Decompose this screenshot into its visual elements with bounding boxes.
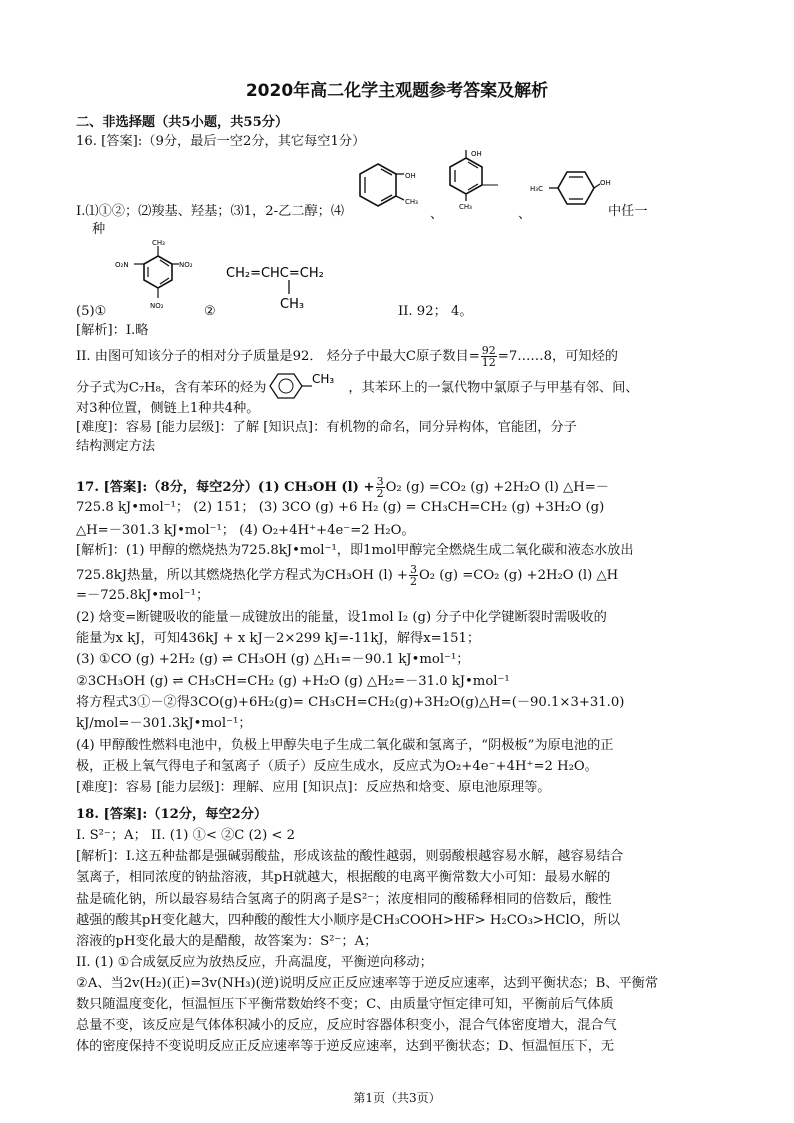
q18-line2: I. S²⁻；A； II. (1) ①< ②C (2) < 2 — [76, 828, 296, 843]
q17-line11: 将方程式3①－②得3CO(g)+6H₂(g)= CH₃CH=CH₂(g)+3H₂O(g)△H=(－90.1×3+31.0) — [76, 695, 625, 710]
ch3-label: CH₃ — [152, 240, 165, 247]
separator-comma: 、 — [430, 207, 444, 222]
no2-label: NO₂ — [179, 261, 193, 269]
q17-line14: 极，正极上氧气得电子和氢离子（质子）反应生成水，反应式为O₂+4e⁻+4H⁺=2 H₂O。 — [76, 759, 598, 774]
analysis2-text: II. 由图可知该分子的相对分子质量是92． 烃分子中最大C原子数目= — [76, 349, 480, 364]
fraction — [481, 345, 497, 368]
page-title: 2020年高二化学主观题参考答案及解析 — [245, 81, 549, 101]
fraction-denominator: 2 — [376, 487, 384, 500]
q17-line1-text: 17. [答案]:（8分，每空2分）(1) CH₃OH (l) + — [76, 480, 375, 495]
q16-meta2: 结构测定方法 — [76, 439, 156, 454]
q16-analysis4: 对3种位置，侧链上1种共4种。 — [76, 401, 260, 416]
q17-line6: =－725.8kJ•mol⁻¹； — [76, 588, 210, 603]
diene-formula: CH₂=CHC=CH₂ — [226, 266, 324, 281]
q17-line5-text: 725.8kJ热量，所以其燃烧热化学方程式为CH₃OH (l) + — [76, 568, 408, 583]
q18-line5: 盐是硫化钠，所以最容易结合氢离子的阴离子是S²⁻；浓度相同的酸稀释相同的倍数后，酸性 — [76, 892, 612, 907]
toluene-ch3-label: CH₃ — [312, 372, 335, 386]
fraction-denominator: 2 — [409, 575, 417, 588]
p-cresol-structure — [530, 160, 620, 216]
q17-line4: [解析]：(1) 甲醇的燃烧热为725.8kJ•mol⁻¹，即1mol甲醇完全燃烧生成二氧化碳和液态水放出 — [76, 543, 634, 558]
fraction-numerator: 3 — [409, 563, 417, 576]
o2n-label: O₂N — [115, 261, 129, 269]
q17-line15: [难度]：容易 [能力层级]：理解、应用 [知识点]：反应热和焓变、原电池原理等。 — [76, 780, 551, 795]
fraction-numerator: 92 — [481, 344, 496, 357]
q16-answer5b: ② — [204, 304, 216, 319]
page-footer: 第1页（共3页） — [353, 1091, 441, 1105]
q16-answer5: (5)① — [76, 304, 107, 319]
q17-line8: 能量为x kJ，可知436kJ + x kJ－2×299 kJ=-11kJ，解得x=151； — [76, 631, 481, 646]
fraction-numerator: 3 — [376, 475, 384, 488]
q16-analysis1: [解析]：I.略 — [76, 323, 149, 338]
q17-line1 — [76, 476, 609, 499]
q18-line4: 氢离子，相同浓度的钠盐溶液，其pH就越大，根据酸的电离平衡常数大小可知：最易水解的 — [76, 870, 611, 885]
q17-line2: 725.8 kJ•mol⁻¹； (2) 151； (3) 3CO (g) +6 H₂ (g) = CH₃CH=CH₂ (g) +3H₂O (g) — [76, 500, 605, 515]
q17-line10: ②3CH₃OH (g) ⇌ CH₃CH=CH₂ (g) +H₂O (g) △H₂=－31.0 kJ•mol⁻¹ — [76, 674, 510, 689]
tnt-structure — [112, 240, 204, 314]
ch3-label: CH₃ — [405, 198, 418, 206]
q16-analysis2 — [76, 345, 618, 368]
q17-line13: (4) 甲醇酸性燃料电池中，负极上甲醇失电子生成二氧化碳和氢离子，“阴极板”为原电池的正 — [76, 738, 614, 753]
oh-label: OH — [600, 179, 611, 187]
q16-tail2: 种 — [92, 222, 106, 237]
separator-comma: 、 — [518, 207, 532, 222]
oh-label: OH — [405, 172, 416, 180]
fraction — [409, 564, 418, 587]
q17-line3: △H=－301.3 kJ•mol⁻¹； (4) O₂+4H⁺+4e⁻=2 H₂O。 — [76, 523, 415, 538]
analysis3-text: 分子式为C₇H₈，含有苯环的烃为 — [76, 380, 267, 396]
analysis3-text-post: ，其苯环上的一氯代物中氯原子与甲基有邻、间、 — [348, 380, 639, 396]
analysis2-text-post: =7……8，可知烃的 — [497, 349, 618, 364]
h3c-label: H₃C — [530, 185, 543, 193]
isoprene-structure — [222, 258, 332, 314]
q17-line1-post: O₂ (g) =CO₂ (g) +2H₂O (l) △H=－ — [385, 480, 609, 495]
q17-line5-post: O₂ (g) =CO₂ (g) +2H₂O (l) △H — [418, 568, 619, 583]
diene-ch3: CH₃ — [280, 297, 305, 312]
q17-line7: (2) 焓变=断键吸收的能量－成键放出的能量，设1mol I₂ (g) 分子中化学键断裂时需吸收的 — [76, 610, 607, 625]
q16-analysis3 — [76, 372, 639, 398]
q17-line9: (3) ①CO (g) +2H₂ (g) ⇌ CH₃OH (g) △H₁=－90.1 kJ•mol⁻¹； — [76, 652, 470, 667]
q18-line1: 18. [答案]:（12分，每空2分） — [76, 807, 268, 822]
q18-line7: 溶液的pH变化最大的是醋酸，故答案为：S²⁻；A； — [76, 934, 378, 949]
section-heading: 二、非选择题（共5小题，共55分） — [76, 115, 289, 130]
q16-meta1: [难度]：容易 [能力层级]：了解 [知识点]：有机物的命名，同分异构体，官能团，分子 — [76, 420, 577, 435]
oh-label: OH — [471, 150, 482, 158]
q17-line12: kJ/mol=－301.3kJ•mol⁻¹； — [76, 716, 252, 731]
q18-line9: ②A、当2v(H₂)(正)=3v(NH₃)(逆)说明反应正反应速率等于逆反应速率，达到平衡状态；B、平衡常 — [76, 976, 659, 991]
fraction — [376, 476, 385, 499]
q16-answer-ii: II. 92； 4。 — [398, 304, 473, 319]
m-cresol-structure — [440, 148, 510, 212]
q18-line12: 体的密度保持不变说明反应正反应速率等于逆反应速率，达到平衡状态；D、恒温恒压下，无 — [76, 1039, 615, 1054]
ch3-label: CH₃ — [459, 203, 472, 211]
q18-line3: [解析]：I.这五种盐都是强碱弱酸盐，形成该盐的酸性越弱，则弱酸根越容易水解，越容易结合 — [76, 849, 624, 864]
toluene-structure — [266, 372, 348, 397]
q17-line5 — [76, 564, 618, 587]
q18-line8: II. (1) ①合成氨反应为放热反应，升高温度，平衡逆向移动； — [76, 955, 433, 970]
q18-line10: 数只随温度变化，恒温恒压下平衡常数始终不变；C、由质量守恒定律可知，平衡前后气体质 — [76, 997, 614, 1012]
no2-label: NO₂ — [150, 302, 164, 310]
o-cresol-structure — [352, 158, 432, 226]
q18-line11: 总量不变，该反应是气体体积减小的反应，反应时容器体积变小，混合气体密度增大，混合气 — [76, 1018, 617, 1033]
q16-answer-line: I.⑴①②；⑵羧基、羟基；⑶1，2-乙二醇；⑷ — [76, 204, 345, 219]
q16-header: 16. [答案]:（9分，最后一空2分，其它每空1分） — [76, 134, 366, 149]
q18-line6: 越强的酸其pH变化越大，四种酸的酸性大小顺序是CH₃COOH>HF> H₂CO₃>HClO，所以 — [76, 913, 621, 928]
q16-tail: 中任一 — [608, 204, 648, 219]
fraction-denominator: 12 — [481, 356, 496, 369]
